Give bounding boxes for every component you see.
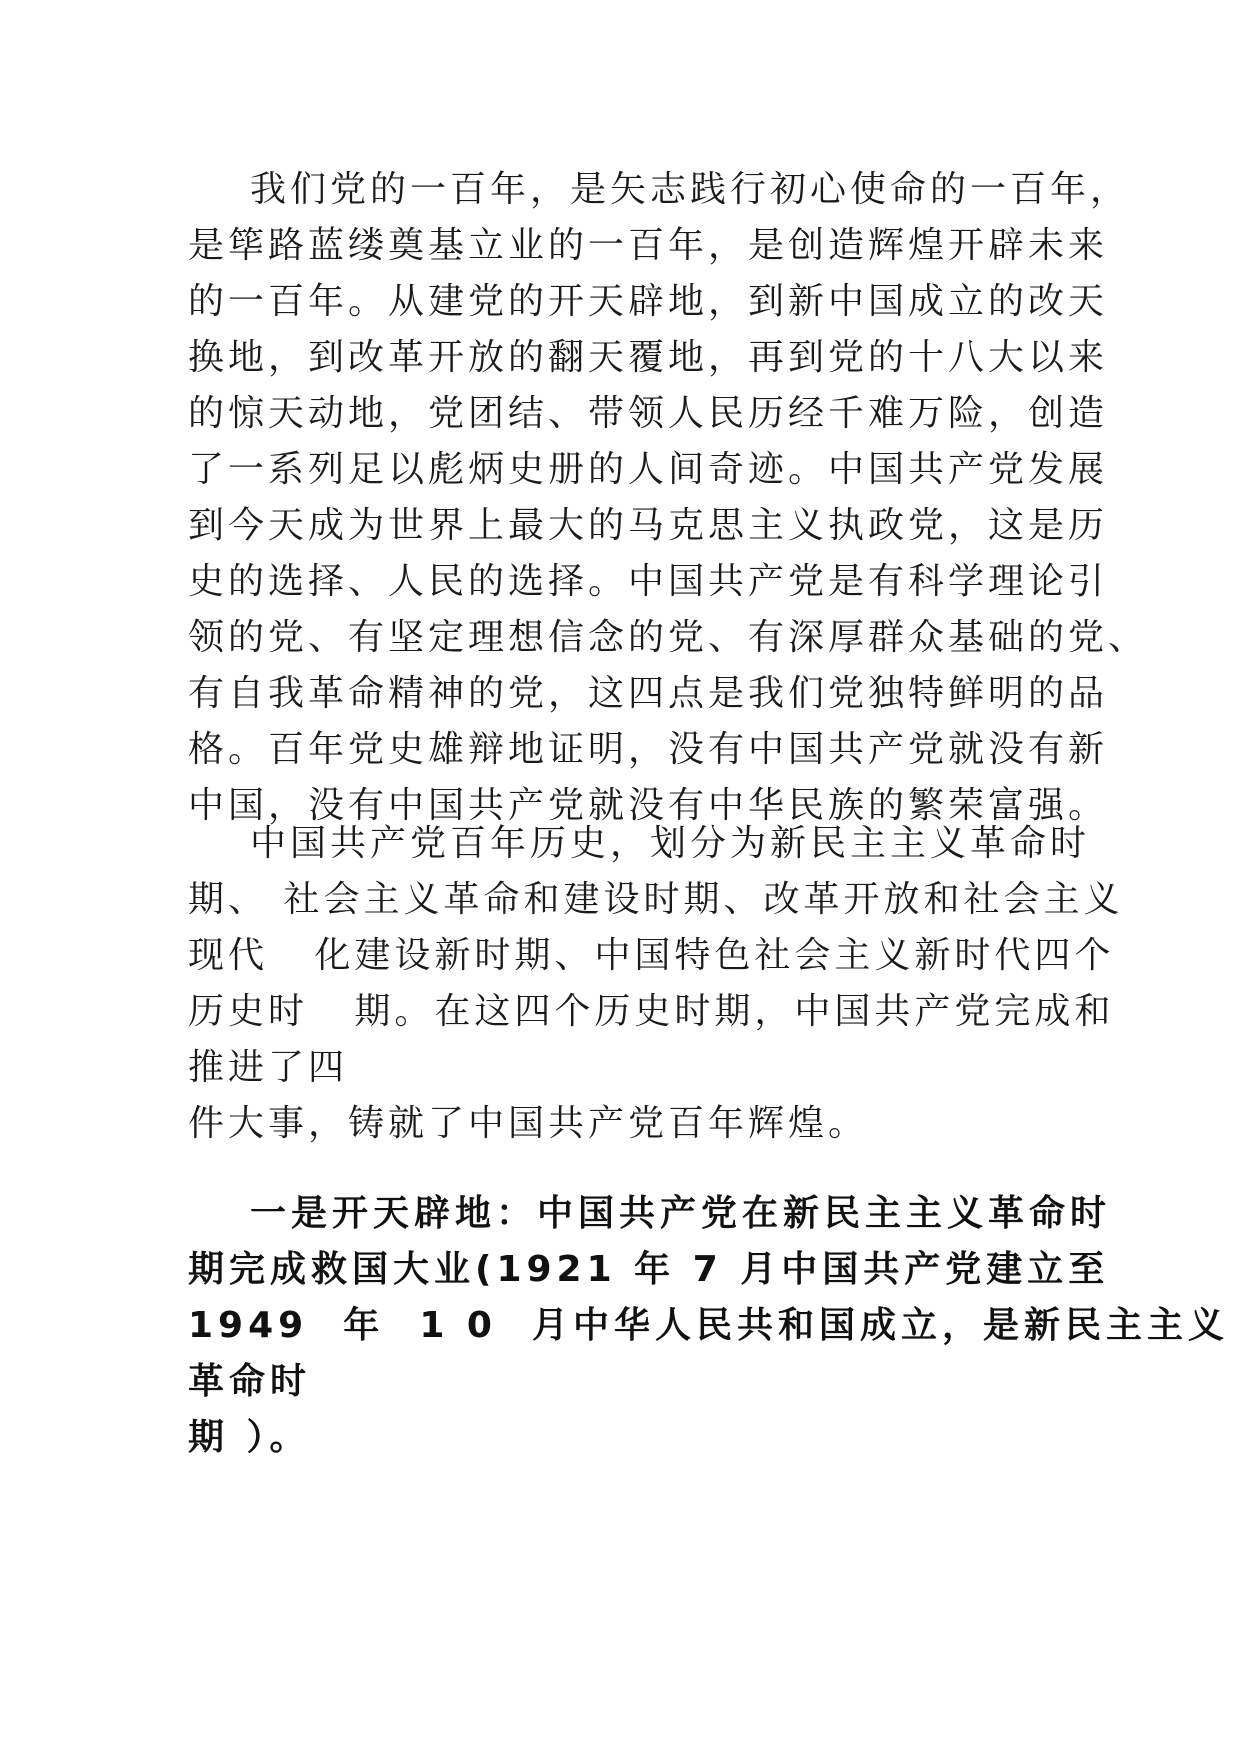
- heading-line: 期完成救国大业(1921 年 7 月中国共产党建立至: [188, 1249, 1110, 1290]
- paragraph-party-century: [188, 162, 1149, 834]
- paragraph-line: 期、 社会主义革命和建设时期、改革开放和社会主义: [188, 879, 1124, 920]
- paragraph-line: 史的选择、人民的选择。中国共产党是有科学理论引: [188, 561, 1109, 602]
- paragraph-line: 领的党、有坚定理想信念的党、有深厚群众基础的党、: [188, 617, 1149, 658]
- paragraph-line: 推进了四: [188, 1047, 349, 1088]
- heading-line: 1949 年 1 0 月中华人民共和国成立，是新民主主义: [188, 1305, 1230, 1346]
- paragraph-four-periods: [188, 816, 1124, 1152]
- heading-line: 革命时: [188, 1361, 312, 1402]
- paragraph-line: 的一百年。从建党的开天辟地，到新中国成立的改天: [188, 281, 1109, 322]
- paragraph-line: 件大事，铸就了中国共产党百年辉煌。: [188, 1103, 869, 1144]
- paragraph-line: 有自我革命精神的党，这四点是我们党独特鲜明的品: [188, 673, 1109, 714]
- heading-line: 期 ）。: [188, 1417, 311, 1458]
- paragraph-line: 历史时 期。在这四个历史时期，中国共产党完成和: [188, 991, 1115, 1032]
- paragraph-line: 中国共产党百年历史，划分为新民主主义革命时: [250, 823, 1091, 864]
- heading-line: 一是开天辟地：中国共产党在新民主主义革命时: [250, 1193, 1112, 1234]
- paragraph-line: 换地，到改革开放的翻天覆地，再到党的十八大以来: [188, 337, 1109, 378]
- paragraph-line: 的惊天动地，党团结、带领人民历经千难万险，创造: [188, 393, 1109, 434]
- paragraph-line: 现代 化建设新时期、中国特色社会主义新时代四个: [188, 935, 1115, 976]
- paragraph-line: 中国，没有中国共产党就没有中华民族的繁荣富强。: [188, 785, 1109, 826]
- section-heading-first-event: [188, 1186, 1230, 1466]
- paragraph-line: 是筚路蓝缕奠基立业的一百年，是创造辉煌开辟未来: [188, 225, 1109, 266]
- paragraph-line: 我们党的一百年，是矢志践行初心使命的一百年，: [250, 169, 1131, 210]
- paragraph-line: 了一系列足以彪炳史册的人间奇迹。中国共产党发展: [188, 449, 1109, 490]
- paragraph-line: 格。百年党史雄辩地证明，没有中国共产党就没有新: [188, 729, 1109, 770]
- paragraph-line: 到今天成为世界上最大的马克思主义执政党，这是历: [188, 505, 1109, 546]
